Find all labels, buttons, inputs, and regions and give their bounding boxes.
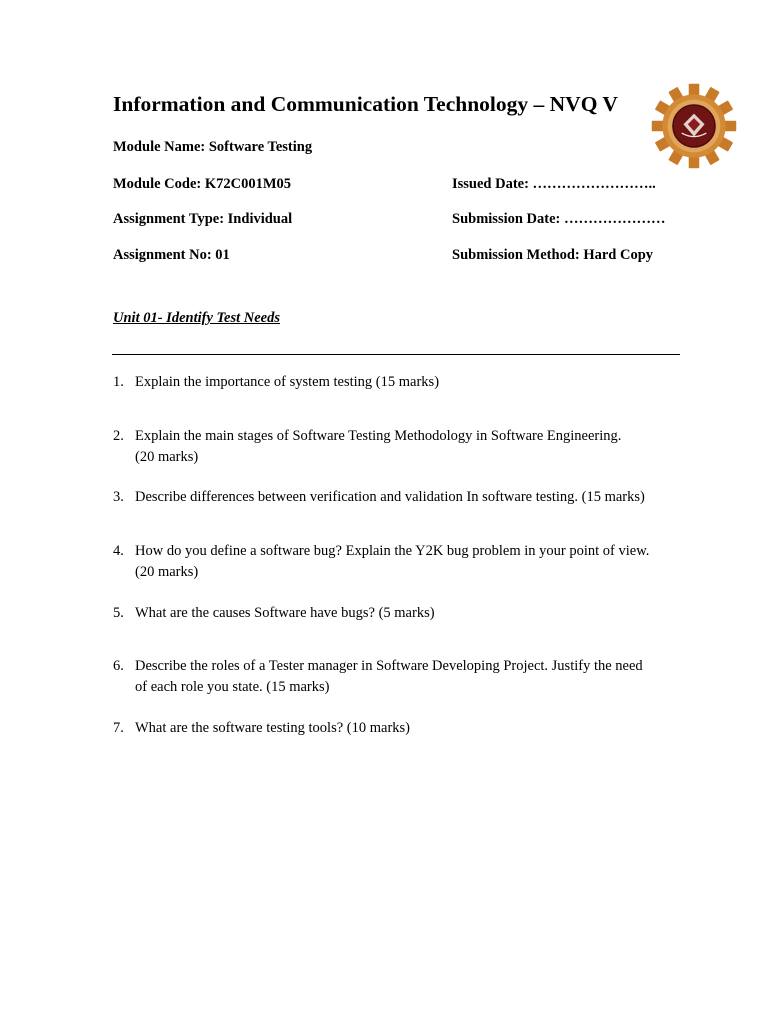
question-text: Describe differences between verification and validation In software testing. (15 marks) xyxy=(135,489,645,505)
question-number: 7. xyxy=(113,720,124,736)
question-item xyxy=(113,656,688,698)
submission-method: Submission Method: Hard Copy xyxy=(452,247,654,263)
question-text: How do you define a software bug? Explain the Y2K bug problem in your point of view. xyxy=(135,543,650,559)
question-text: Describe the roles of a Tester manager in Software Developing Project. Justify the need xyxy=(135,658,643,674)
question-text: What are the software testing tools? (10 marks) xyxy=(135,720,411,736)
question-item xyxy=(113,541,688,583)
divider xyxy=(112,354,680,355)
question-number: 3. xyxy=(113,489,124,505)
question-text: What are the causes Software have bugs? (5 marks) xyxy=(135,605,435,621)
question-item xyxy=(113,487,688,508)
submission-date: Submission Date: ………………… xyxy=(452,211,666,227)
question-number: 4. xyxy=(113,543,124,559)
question-item xyxy=(113,603,688,624)
unit-heading: Unit 01- Identify Test Needs xyxy=(113,310,281,326)
question-number: 5. xyxy=(113,605,124,621)
question-number: 1. xyxy=(113,374,124,390)
page-title: Information and Communication Technology – NVQ V xyxy=(113,92,618,116)
assignment-type: Assignment Type: Individual xyxy=(113,211,293,227)
module-name: Module Name: Software Testing xyxy=(113,139,313,155)
question-text: Explain the importance of system testing (15 marks) xyxy=(135,374,440,390)
question-item xyxy=(113,426,688,468)
question-item xyxy=(113,718,688,739)
question-text-cont: (20 marks) xyxy=(135,449,199,465)
gear-emblem-logo xyxy=(650,82,738,170)
module-code: Module Code: K72C001M05 xyxy=(113,176,292,192)
assignment-number: Assignment No: 01 xyxy=(113,247,230,263)
issued-date: Issued Date: …………………….. xyxy=(452,176,656,192)
question-number: 2. xyxy=(113,428,124,444)
question-number: 6. xyxy=(113,658,124,674)
question-item xyxy=(113,372,688,393)
question-text-cont: (20 marks) xyxy=(135,564,199,580)
question-text-cont: of each role you state. (15 marks) xyxy=(135,679,330,695)
question-text: Explain the main stages of Software Testing Methodology in Software Engineering. xyxy=(135,428,622,444)
